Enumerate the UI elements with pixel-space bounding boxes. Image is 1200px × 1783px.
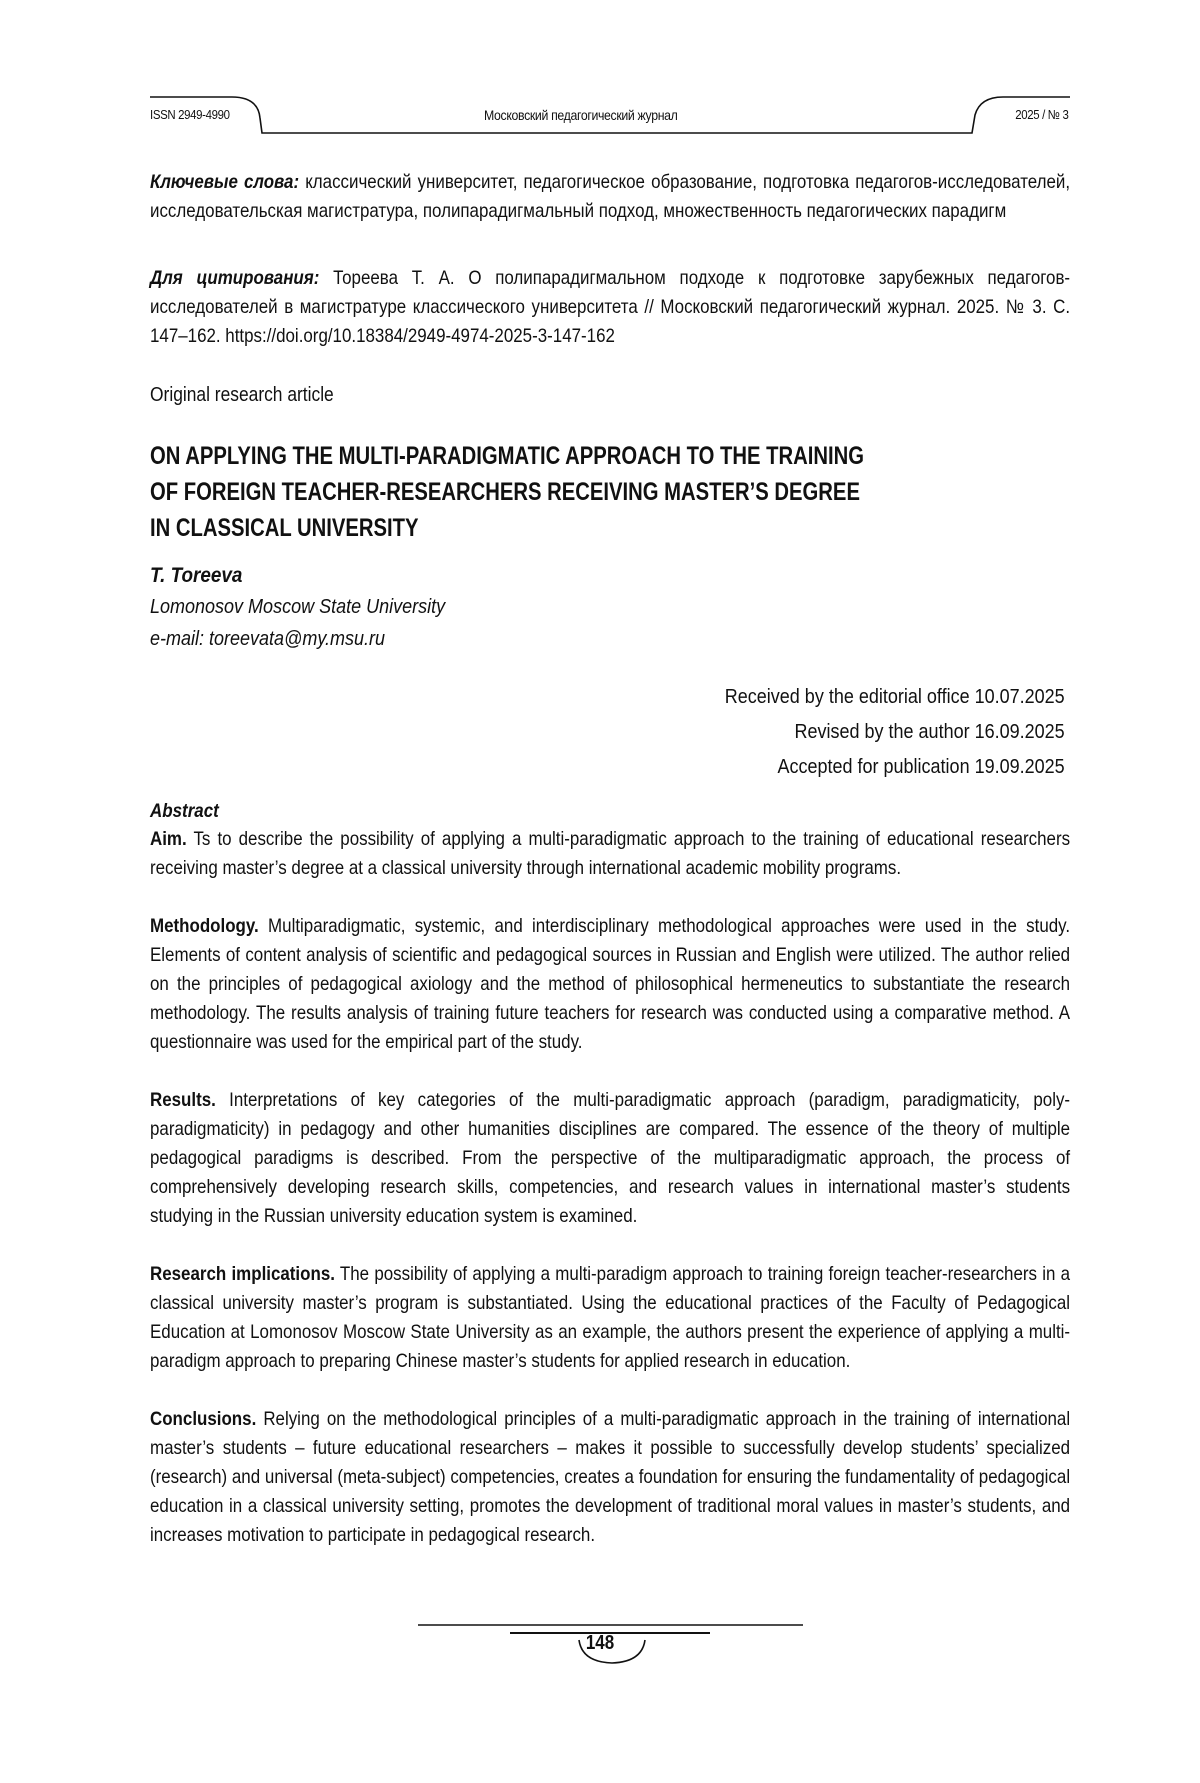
title-line: OF FOREIGN TEACHER-RESEARCHERS RECEIVING MASTER’S DEGREE — [150, 478, 860, 506]
date-accepted: Accepted for publication 19.09.2025 — [777, 756, 1065, 778]
journal-name: Московский педагогический журнал — [484, 107, 678, 123]
title-line: ON APPLYING THE MULTI-PARADIGMATIC APPROACH TO THE TRAINING — [150, 442, 865, 470]
publication-dates — [725, 680, 1065, 785]
date-received: Received by the editorial office 10.07.2025 — [725, 686, 1065, 708]
citation-text: Тореева Т. А. О полипарадигмальном подходе к подготовке зарубежных педагогов-исследователей в магистратуре классического университета // Московский педагогический журнал. 2025. № 3. С. 147–162. https://doi.org/10.18384/2949-4974-2025-3-147-162 — [150, 267, 1071, 347]
citation-label: Для цитирования: — [150, 267, 320, 289]
issue-number: 2025 / № 3 — [1015, 107, 1069, 122]
page-footer — [0, 1600, 1200, 1680]
conclusions-text: Relying on the methodological principles of a multi-paradigmatic approach in the training of international master’s students – future educational researchers – makes it possible to successfully develop students’ specialized (research) and universal (meta-subject) competencies, creates a foundation for ensuring the fundamentality of pedagogical education in a classical university setting, promotes the development of traditional moral values in master’s students, and increases motivation to participate in pedagogical research. — [150, 1408, 1071, 1546]
conclusions-label: Conclusions. — [150, 1408, 257, 1430]
article-type: Original research article — [150, 384, 334, 406]
abstract-conclusions — [150, 1405, 1070, 1550]
abstract-aim — [150, 825, 1070, 883]
results-text: Interpretations of key categories of the multi-paradigmatic approach (paradigm, paradigmaticity, poly-paradigmaticity) in pedagogy and other humanities disciplines are compared. The essence of the theory of multiple pedagogical paradigms is described. From the perspective of the multiparadigmatic approach, the process of comprehensively developing research skills, competencies, and research values in international master’s students studying in the Russian university education system is examined. — [150, 1089, 1071, 1227]
keywords-label: Ключевые слова: — [150, 171, 300, 193]
aim-text: Ts to describe the possibility of applying a multi-paradigmatic approach to the training of educational researchers receiving master’s degree at a classical university through international academic mobility programs. — [150, 828, 1071, 879]
results-label: Results. — [150, 1089, 216, 1111]
citation — [150, 264, 1070, 351]
methodology-label: Methodology. — [150, 915, 259, 937]
author-affiliation: Lomonosov Moscow State University — [150, 596, 446, 618]
article-title — [150, 438, 1041, 546]
implications-text: The possibility of applying a multi-paradigm approach to training foreign teacher-researchers in a classical university master’s program is substantiated. Using the educational practices of the Faculty of Pedagogical Education at Lomonosov Moscow State University as an example, the authors present the experience of applying a multi-paradigm approach to preparing Chinese master’s students for applied research in education. — [150, 1263, 1071, 1372]
abstract-methodology — [150, 912, 1070, 1057]
keywords — [150, 168, 1070, 226]
running-header — [0, 0, 1200, 140]
abstract-results — [150, 1086, 1070, 1231]
author-name: T. Toreeva — [150, 564, 243, 587]
abstract-implications — [150, 1260, 1070, 1376]
aim-label: Aim. — [150, 828, 187, 850]
date-revised: Revised by the author 16.09.2025 — [794, 721, 1065, 743]
issn: ISSN 2949-4990 — [150, 107, 230, 122]
page-number: 148 — [585, 1632, 615, 1654]
abstract-heading: Abstract — [150, 800, 219, 822]
implications-label: Research implications. — [150, 1263, 335, 1285]
title-line: IN CLASSICAL UNIVERSITY — [150, 514, 419, 542]
keywords-text: классический университет, педагогическое образование, подготовка педагогов-исследователей, исследовательская магистратура, полипарадигмальный подход, множественность педагогических парадигм — [150, 171, 1071, 222]
methodology-text: Multiparadigmatic, systemic, and interdisciplinary methodological approaches were used in the study. Elements of content analysis of scientific and pedagogical sources in Russian and English were utilized. The author relied on the principles of pedagogical axiology and the method of philosophical hermeneutics to substantiate the research methodology. The results analysis of training future teachers for research was conducted using a comparative method. A questionnaire was used for the empirical part of the study. — [150, 915, 1071, 1053]
author-email: e-mail: toreevata@my.msu.ru — [150, 628, 386, 650]
